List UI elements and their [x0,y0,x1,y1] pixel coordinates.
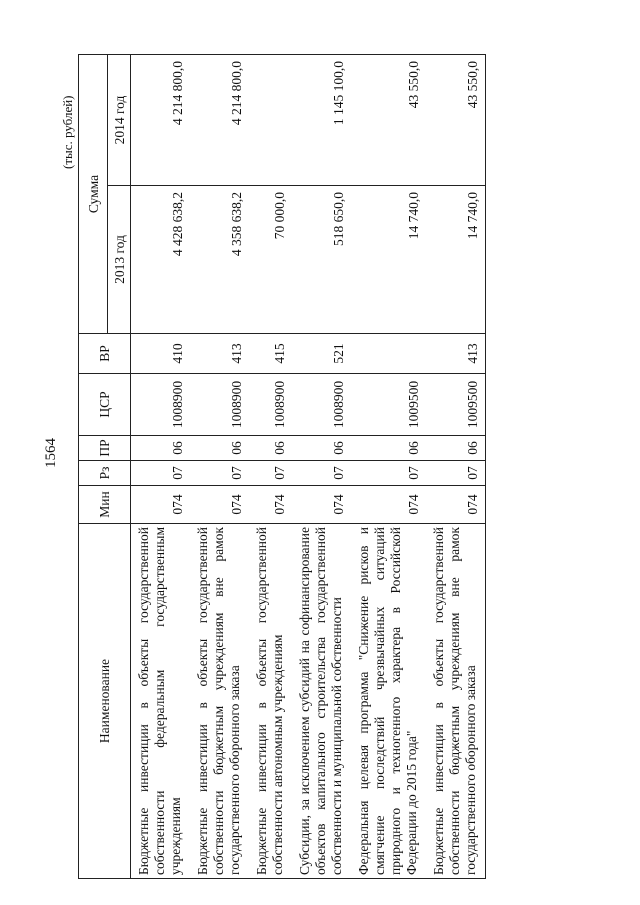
header-csr: ЦСР [79,374,131,436]
table-row [292,55,351,879]
table-row [426,55,486,879]
row-vr: 413 [190,334,249,374]
unit-note: (тыс. рублей) [60,95,75,169]
row-2014: 4 214 800,0 [131,55,191,186]
row-2014: 1 145 100,0 [292,55,351,186]
row-2013: 14 740,0 [426,186,486,334]
row-name: Субсидии, за исключением субсидий на софинансирование объектов капитального строительства государственной собственности и муниципальной собственности [292,524,351,879]
row-csr: 1009500 [426,374,486,436]
row-name: Федеральная целевая программа "Снижение рисков и смягчение последствий чрезвычайных ситуаций природного и техногенного характера в Российской Федерации до 2015 года" [351,524,426,879]
header-pr: ПР [79,436,131,461]
row-2014: 43 550,0 [351,55,426,186]
table-row [131,55,191,879]
row-min: 074 [426,486,486,524]
header-2013: 2013 год [108,186,131,334]
table-row [190,55,249,879]
row-name: Бюджетные инвестиции в объекты государственной собственности автономным учреждениям [249,524,292,879]
table-row [249,55,292,879]
row-2013: 14 740,0 [351,186,426,334]
row-name: Бюджетные инвестиции в объекты государственной собственности федеральным государственным учреждениям [131,524,191,879]
row-vr: 415 [249,334,292,374]
row-rz: 07 [131,461,191,486]
row-pr: 06 [351,436,426,461]
header-2014: 2014 год [108,55,131,186]
row-rz: 07 [351,461,426,486]
header-min: Мин [79,486,131,524]
budget-table [78,54,486,879]
row-name: Бюджетные инвестиции в объекты государственной собственности бюджетным учреждениям вне рамок государственного оборонного заказа [426,524,486,879]
row-2014: 43 550,0 [426,55,486,186]
row-min: 074 [292,486,351,524]
row-csr: 1008900 [249,374,292,436]
row-2013: 518 650,0 [292,186,351,334]
row-rz: 07 [190,461,249,486]
row-min: 074 [131,486,191,524]
row-2014 [249,55,292,186]
row-min: 074 [249,486,292,524]
header-name: Наименование [79,524,131,879]
row-csr: 1008900 [292,374,351,436]
row-2013: 70 000,0 [249,186,292,334]
row-vr [351,334,426,374]
row-csr: 1008900 [190,374,249,436]
row-2013: 4 428 638,2 [131,186,191,334]
row-min: 074 [190,486,249,524]
row-pr: 06 [190,436,249,461]
row-pr: 06 [292,436,351,461]
row-vr: 413 [426,334,486,374]
header-sum: Сумма [79,55,108,334]
row-vr: 410 [131,334,191,374]
row-name: Бюджетные инвестиции в объекты государственной собственности бюджетным учреждениям вне рамок государственного оборонного заказа [190,524,249,879]
header-vr: ВР [79,334,131,374]
row-2013: 4 358 638,2 [190,186,249,334]
row-rz: 07 [292,461,351,486]
row-vr: 521 [292,334,351,374]
row-pr: 06 [131,436,191,461]
header-rz: Рз [79,461,131,486]
row-csr: 1008900 [131,374,191,436]
row-pr: 06 [249,436,292,461]
row-rz: 07 [249,461,292,486]
row-rz: 07 [426,461,486,486]
row-min: 074 [351,486,426,524]
table-row [351,55,426,879]
row-csr: 1009500 [351,374,426,436]
row-2014: 4 214 800,0 [190,55,249,186]
page-number: 1564 [43,438,59,468]
row-pr: 06 [426,436,486,461]
